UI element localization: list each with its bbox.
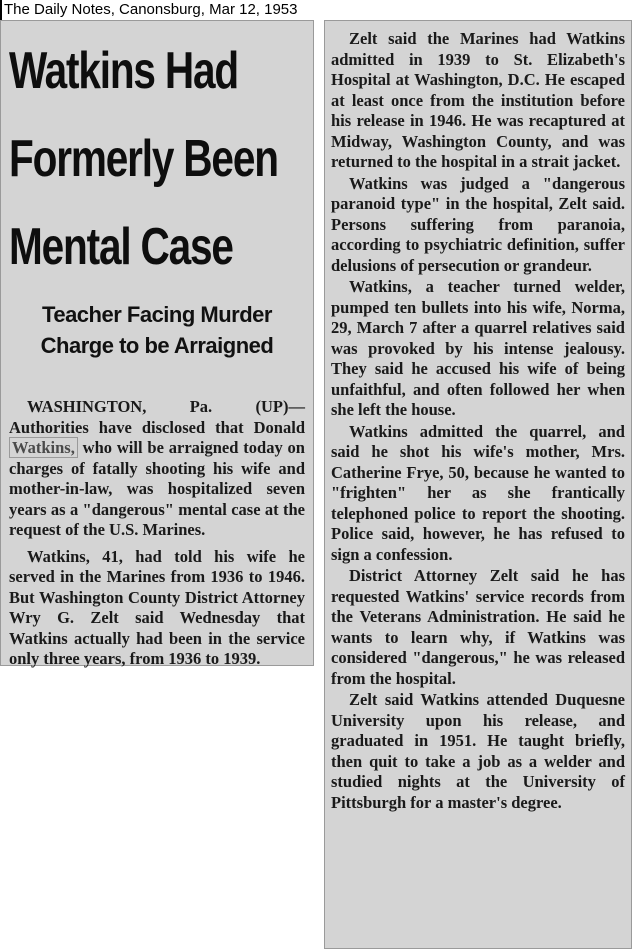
source-caption: The Daily Notes, Canonsburg, Mar 12, 1953 [0, 0, 298, 20]
headline [9, 27, 305, 291]
article-paragraph: District Attorney Zelt said he has requested Watkins' service records from the Veterans Administration. He said he wants to learn why, if Watkins was considered "dangerous," he was released from the hospital. [331, 566, 625, 688]
paragraph-text: who will be arraigned today on charges of fatally shooting his wife and mother-in-law, was hospitalized seven years as a "dangerous" mental case at the request of the U.S. Marines. [9, 438, 305, 539]
article-paragraph: Zelt said Watkins attended Duquesne University upon his release, and graduated in 1951. He taught briefly, then quit to take a job as a welder and studied nights at the University of Pittsburgh for a master's degree. [331, 690, 625, 812]
paragraph-text: WASHINGTON, Pa. (UP)—Authorities have disclosed that Donald [9, 397, 305, 437]
subheadline-line: Charge to be Arraigned [40, 333, 274, 358]
article-paragraph: Watkins, 41, had told his wife he served in the Marines from 1936 to 1946. But Washington County District Attorney Wry G. Zelt said Wednesday that Watkins actually had been in the service only three years, from 1936 to 1939. [9, 546, 305, 668]
highlighted-name: Watkins, [9, 437, 78, 458]
article-paragraph: Watkins was judged a "dangerous paranoid type" in the hospital, Zelt said. Persons suffering from paranoia, according to psychiatric definition, suffer delusions of persecution or grandeur. [331, 173, 625, 275]
headline-line: Watkins Had [9, 42, 239, 100]
clipping-left-column [0, 20, 314, 666]
article-paragraph: Watkins admitted the quarrel, and said he shot his wife's mother, Mrs. Catherine Frye, 50, because he wanted to "frighten" her as she frantically telephoned police to report the shooting. Police said, however, he has refused to sign a confession. [331, 421, 625, 564]
headline-line: Mental Case [9, 218, 233, 276]
subheadline [9, 299, 305, 361]
article-paragraph [9, 397, 305, 541]
subheadline-line: Teacher Facing Murder [42, 302, 272, 327]
article-paragraph: Zelt said the Marines had Watkins admitted in 1939 to St. Elizabeth's Hospital at Washington, D.C. He escaped at least once from the institution before his release in 1946. He was recaptured at Midway, Washington County, and was returned to the hospital in a strait jacket. [331, 29, 625, 171]
headline-line: Formerly Been [9, 130, 278, 188]
article-paragraph: Watkins, a teacher turned welder, pumped ten bullets into his wife, Norma, 29, March 7 after a quarrel relatives said was provoked by his intense jealousy. They said he accused his wife of being unfaithful, and often followed her when she left the house. [331, 277, 625, 419]
clipping-right-column [324, 20, 632, 949]
